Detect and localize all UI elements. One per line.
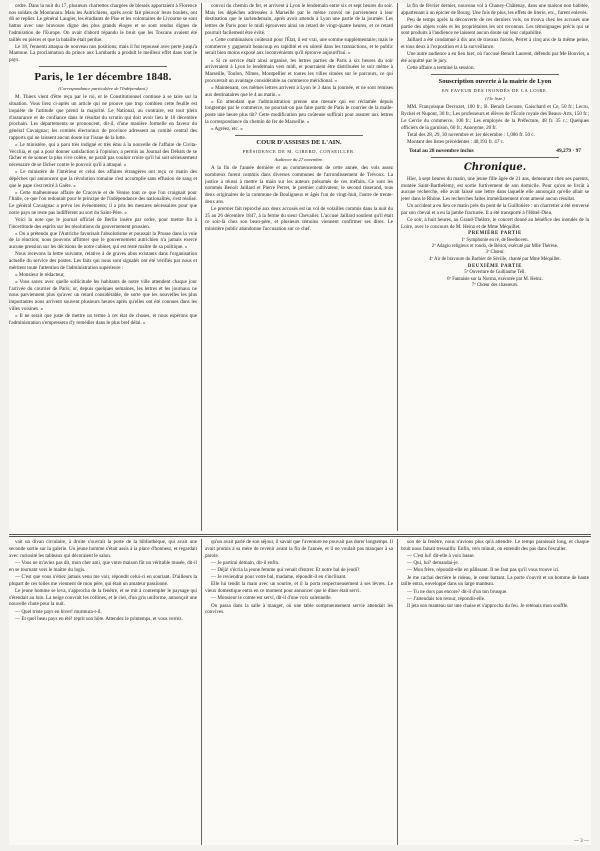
article-paragraph: Cette affaire a terminé la session. bbox=[407, 65, 475, 72]
court-heading: COUR D'ASSISES DE L'AIN. bbox=[256, 138, 342, 146]
chronique-paragraph: Hier, à sept heures du matin, une jeune fille âgée de 21 ans, demeurant chez ses parents, montée Saint-Barthélemy, est sortie furtivement de son domicile. Pour qu'on se livrât à aucune recherche, elle avait laissé une lettre dans laquelle elle annonçait qu'elle allait se jeter dans le Rhône. Les recherches faites immédiatement n'ont amené aucun résultat. bbox=[401, 175, 589, 203]
divider bbox=[235, 135, 363, 136]
article-paragraph: « Cette combinaison coûterait pour l'État, il est vrai, une somme supplémentaire; mais le commerce y gagnerait beaucoup en rapidité et en sûreté dans les transactions, et le public serait bien moins exposé aux inconvénients qu'il éprouve aujourd'hui. » bbox=[205, 36, 393, 57]
programme-item: 5º Ouverture de Guillaume Tell. bbox=[464, 270, 526, 276]
total-label: Total au 28 novembre inclus bbox=[409, 147, 474, 154]
article-paragraph: « Vous savez avec quelle sollicitude les habitants de notre ville attendent chaque jour l'arrivée du courrier de Paris; or, depuis quelques semaines, les lettres et les journaux ne nous parviennent plus qu'avec un retard considérable, de sorte que les nouvelles les plus importantes nous arrivent souvent plusieurs heures après qu'elles ont été connues dans les villes voisines. » bbox=[9, 278, 197, 312]
feuilleton-paragraph: vait un divan circulaire, à droite s'ouvrait la porte de la bibliothèque, qui avait une seconde sortie sur la galerie. Un jeune homme s'était assis à la place d'honneur, et regardait avec curiosité les tableaux qui décoraient le salon. bbox=[9, 539, 197, 559]
divider bbox=[39, 66, 167, 67]
article-paragraph: « Le ministère de l'intérieur et celui des affaires étrangères ont reçu ce matin des dépêches qui annoncent que la révolution romaine s'est accomplie sans effusion de sang et que le pape s'est retiré à Gaëte. » bbox=[9, 169, 197, 189]
article-paragraph: Jaillard a été condamné à dix ans de travaux forcés, Perret à cinq ans de la même peine, et tous deux à l'exposition et à la surveillance. bbox=[401, 37, 589, 51]
article-paragraph: Voici la note que le journal officiel de Berlin insère par ordre, pour mettre fin à l'incertitude des esprits sur les résolutions du gouvernement prussien. bbox=[9, 216, 197, 230]
subscription-heading: Souscription ouverte à la mairie de Lyon bbox=[438, 77, 552, 85]
subscription-subheading: EN FAVEUR DES INONDÉS DE LA LOIRE. bbox=[441, 88, 549, 94]
column-rule bbox=[201, 3, 202, 531]
total-value: 49,279 · 97 bbox=[556, 147, 581, 154]
feuilleton-paragraph: — Et quel beau pays en été! reprit son hôte. Attendez le printemps, et vous verrez. bbox=[15, 615, 183, 622]
feuilleton-paragraph: — Déjà! s'écria la jeune femme qui venait d'entrer. Et notre bal de jeudi? bbox=[211, 567, 360, 574]
feuilleton-column-3 bbox=[401, 539, 589, 845]
subscription-paragraph: Montant des listes précédentes : 48,193 fr. 47 c. bbox=[407, 138, 505, 145]
article-paragraph: la fin de février dernier, nouveau vol à Chaney-Châtenay, dans une maison non habitée, appartenant à un épicier de Bourg. Une fois de plus, les effets de literie, etc., furent enlevés. bbox=[401, 3, 589, 16]
column-1 bbox=[9, 3, 197, 531]
subscription-total bbox=[409, 148, 581, 155]
feuilleton-paragraph: — Vous ne m'aviez pas dit, mon cher ami, que votre maison fût un véritable musée, dit-il en se tournant vers le maître du logis. bbox=[9, 559, 197, 573]
article-paragraph: M. Thiers vient d'être reçu par le roi, et le Constitutionnel continue à se taire sur la situation. Vous lirez ci-après un article qui ne prouve que trop combien cette feuille est inquiète de l'attitude que prend la majorité. Le National, au contraire, est tout plein d'assurance et de confiance dans le résultat du scrutin qui doit avoir lieu le 10 décembre prochain. Les départements se prononcent, dit-il, d'une manière formelle en faveur du général Cavaignac; les comités électoraux de province adressent au comité central des rapports qui ne laissent aucun doute sur l'issue de la lutte. bbox=[9, 94, 197, 141]
column-3 bbox=[401, 3, 589, 531]
programme-item: 7º Chœur des chasseurs. bbox=[471, 283, 519, 289]
subscription-paragraph: MM. Françoisque Decrozet, 100 fr.; B. Benoît Lecoste, Gaischard et Ce, 50 fr.; Lecru, Ryckel et Nupont, 30 fr.; Les professeurs et élèves de l'École royale des Beaux-Arts, 150 fr.; Le Cercle du commerce, 100 fr.; Les employés de la Préfecture, 48 fr. 35 c.; Quelques officiers de la garnison, 60 fr.; Anonyme, 20 fr. bbox=[401, 104, 589, 131]
intro-paragraph: ordre. Dans la nuit du 17, plusieurs charrettes chargées de blessés apportaient à Florence nos soldats de Montanara. Mais les Autrichiens, après avoir fait pleuvoir leurs boulets, ont dû se replier. Le général Laugier, les étudiants de Pise et les volontaires de Livourne se sont battus avec une bravoure digne des plus grands éloges et se sont rendus dignes de l'admiration de l'Europe. On avait d'abord répandu le bruit que les Toscans avaient été taillés en pièces et que la bataille était perdue. bbox=[9, 3, 197, 43]
programme-item: 1º Symphonie en ré, de Beethoven. bbox=[461, 237, 529, 243]
feuilleton-paragraph: On passa dans la salle à manger, où une table somptueusement servie attendait les convives. bbox=[205, 602, 393, 616]
feuilleton-separator bbox=[9, 534, 591, 535]
divider bbox=[431, 157, 559, 158]
page-number: — 3 — bbox=[574, 839, 589, 844]
feuilleton-paragraph: Le jeune homme se leva, s'approcha de la fenêtre, et se mit à contempler le paysage qui s'étendait au loin. La neige couvrait les collines, et le ciel, d'un gris uniforme, annonçait une nouvelle chute pour la nuit. bbox=[9, 587, 197, 608]
article-paragraph: convoi du chemin de fer, et arrivent à Lyon le lendemain entre six et sept heures du soir. Mais les dépêches adressées à Marseille par le même convoi ne parviennent à leur destination que le surlendemain, après avoir attendu à Lyon une partie de la journée. Les lettres de Paris pour le midi éprouvent ainsi un retard de vingt-quatre heures, et ce retard pourrait facilement être évité. bbox=[205, 3, 393, 36]
dateline-subheading: (Correspondance particulière de l'Indépendant.) bbox=[58, 86, 148, 92]
programme-item: 3º Chœur. bbox=[485, 250, 505, 256]
feuilleton-paragraph: — Je reviendrai pour votre bal, madame, répondit-il en s'inclinant. bbox=[211, 574, 347, 581]
article-paragraph: « Cette malheureuse affaire de Cracovie et de Venise tout ce que l'on craignait pour l'Italie, ce que l'on redoutait pour le principe de l'indépendance des nationalités, s'est réalisé. Le général Cavaignac a prévu les événements; il a pris les mesures nécessaires pour que notre pays ne reste pas indifférent au sort du Saint-Père. » bbox=[9, 189, 197, 216]
court-date: Audience du 27 novembre. bbox=[274, 157, 324, 163]
feuilleton-paragraph: — Monsieur le comte est servi, dit-il d'une voix solennelle. bbox=[211, 595, 332, 602]
feuilleton-column-rule bbox=[201, 539, 202, 845]
feuilleton-paragraph: Elle lui tendit la main avec un sourire, et il la porta respectueusement à ses lèvres. Le vieux domestique entra en ce moment pour annoncer que le dîner était servi. bbox=[205, 581, 393, 595]
feuilleton-paragraph: Je me cachai derrière le rideau, le cœur battant. La porte s'ouvrit et un homme de haute taille entra, enveloppé dans un large manteau. bbox=[401, 574, 589, 588]
chronique-paragraph: Ce soir, à huit heures, au Grand-Théâtre, le concert donné au bénéfice des inondés de la Loire, avec le concours de M. Heinz et de Mme Méquillet. bbox=[401, 216, 589, 230]
feuilleton-separator bbox=[9, 536, 591, 537]
article-paragraph: « En attendant que l'administration prenne une mesure qui est réclamée depuis longtemps par le commerce, ne pourrait-on pas faire partir de Paris le courrier de la malle-poste une heure plus tôt? Cette modification peu coûteuse suffirait pour assurer aux lettres la correspondance du chemin de fer de Marseille. » bbox=[205, 98, 393, 125]
subscription-paragraph: Total des 28, 29, 30 novembre et 1er décembre : 1,086 fr. 50 c. bbox=[407, 131, 535, 138]
feuilleton-section bbox=[9, 539, 591, 845]
feuilleton-paragraph: qu'un avait parlé de son séjour, il savait que l'aventure ne pouvait pas durer longtemps. Il avait promis à sa mère de revenir avant la fin de l'année, et il ne voulait pas manquer à sa parole. bbox=[205, 539, 393, 559]
feuilleton-paragraph: — Tu ne dors pas encore? dit-il d'un ton brusque. bbox=[407, 588, 508, 595]
feuilleton-paragraph: — C'est que vous n'étiez jamais venu me voir, répondit celui-ci en souriant. D'ailleurs la plupart de ces toiles me viennent de mon père, qui était un amateur passionné. bbox=[9, 573, 197, 587]
newspaper-page bbox=[9, 3, 591, 845]
programme-item: 4º Air de bravoure du Barbier de Séville, chanté par Mme Méquillet. bbox=[429, 256, 561, 262]
column-2 bbox=[205, 3, 393, 531]
article-paragraph: « Agréez, etc. » bbox=[211, 125, 243, 132]
programme-item: 2º Adagio religieux et rondo, de Bériot, exécuté par Mlle Thérèse. bbox=[431, 244, 559, 250]
court-presidency: PRÉSIDENCE DE M. GIRERD, CONSEILLER. bbox=[242, 149, 356, 155]
dateline-heading: Paris, le 1er décembre 1848. bbox=[34, 70, 172, 83]
article-paragraph: « Si ce service était ainsi organisé, les lettres parties de Paris à six heures du soir arriveraient à Lyon le lendemain vers midi, et pourraient être distribuées le soir même à Marseille, Toulon, Nîmes, Montpellier et toutes les villes situées sur le parcours, ce qui procurerait un avantage considérable au commerce méridional. » bbox=[205, 57, 393, 84]
article-paragraph: « Monsieur le rédacteur, bbox=[15, 271, 65, 278]
article-paragraph: « Il ne serait que juste de mettre un terme à cet état de choses, et nous espérons que l'administration s'empressera d'y remédier dans le plus bref délai. » bbox=[9, 312, 197, 326]
divider bbox=[431, 74, 559, 75]
chronique-heading: Chronique. bbox=[463, 161, 527, 173]
feuilleton-column-2 bbox=[205, 539, 393, 845]
article-paragraph: « On a prétendu que l'Autriche favorisait l'absolutisme et poussait la Prusse dans la voie de la réaction; nous pouvons affirmer que le gouvernement autrichien n'a jamais exercé aucune pression sur les décisions de notre cabinet, qui est resté maître de sa politique. » bbox=[9, 230, 197, 251]
court-paragraph: A la fin de l'année dernière et au commencement de cette année, des vols assez nombreux furent commis dans diverses communes de l'arrondissement de Trévoux. La justice a réussi à mettre la main sur les auteurs présumés de ces méfaits. Ce sont les nommés Benoît Jaillard et Pierre Perret, le premier cultivateur, le second tisserand, tous deux originaires de la commune de Bouligneux et âgés l'un de vingt-huit, l'autre de trente-deux ans. bbox=[205, 165, 393, 205]
feuilleton-paragraph: son de la fenêtre, nous n'avions plus qu'à attendre. Le temps paraissait long, et chaque bruit nous faisait tressaillir. Enfin, vers minuit, on entendit des pas dans l'escalier. bbox=[401, 539, 589, 552]
feuilleton-paragraph: — Quel triste pays en hiver! murmura-t-il. bbox=[15, 608, 102, 615]
feuilleton-paragraph: — Qui, lui? demandai-je. bbox=[407, 560, 459, 567]
feuilleton-paragraph: Il jeta son manteau sur une chaise et s'approcha du feu. Je retenais mon souffle. bbox=[407, 603, 569, 610]
article-paragraph: « Le ministère, qui a paru très indigné et très ému à la nouvelle de l'affaire de Civita-Vecchia, et qui a pour donner satisfaction à l'opinion, a permis au Journal des Débats de se fâcher et de sonner la plus vive colère, ne paraît pas vouloir croire qu'il lui soit sérieusement nécessaire de se fâcher contre le pouvoir qu'il a attaqué. » bbox=[9, 141, 197, 169]
chronique-paragraph: Un accident a eu lieu ce matin près du pont de la Guillotière : un charretier a été renversé par son cheval et a eu la jambe fracturée. Il a été transporté à l'Hôtel-Dieu. bbox=[401, 203, 589, 216]
court-paragraph: Le premier fait reproché aux deux accusés est un vol de volailles commis dans la nuit du 25 au 26 décembre 1847, à la ferme du sieur Chevalier. L'accusé Jaillard soutient qu'il était ce soir-là chez son beau-père, et plusieurs témoins viennent confirmer ses dires. Le ministère public abandonne l'accusation sur ce chef. bbox=[205, 206, 393, 233]
article-paragraph: Nous recevons la lettre suivante, relative à de graves abus existants dans l'organisation actuelle du service des postes. Les faits qui nous sont signalés ont été vérifiés par nous et méritent toute l'attention de l'administration supérieure : bbox=[9, 251, 197, 271]
programme-part-title: DEUXIÈME PARTIE bbox=[467, 264, 523, 270]
feuilleton-column-rule bbox=[397, 539, 398, 845]
programme-item: 6º Fantaisie sur la Norma, exécutée par M. Heinz. bbox=[447, 276, 543, 282]
feuilleton-column-1 bbox=[9, 539, 197, 845]
feuilleton-paragraph: — Je partirai demain, dit-il enfin. bbox=[211, 559, 280, 566]
article-paragraph: Peu de temps après la découverte de ces derniers vols, on trouva chez les accusés une partie des objets volés et les propriétaires les ont reconnus. Les témoignages précis qui se sont produits à l'audience ne laissent aucun doute sur leur culpabilité. bbox=[401, 16, 589, 37]
feuilleton-paragraph: — C'est lui! dit-elle à voix basse. bbox=[407, 553, 475, 560]
article-paragraph: Une autre audience a eu lieu hier, où l'accusé Benoît Laurent, défendu par Me Bouvier, a été acquitté par le jury. bbox=[401, 51, 589, 64]
column-rule bbox=[397, 3, 398, 531]
intro-paragraph: Le 18, l'ennemi attaqua de nouveau nos positions; mais il fut repoussé avec perte jusqu'à Mantoue. La proclamation du prince aux Lombards a produit le meilleur effet dans tout le pays. bbox=[9, 43, 197, 64]
feuilleton-paragraph: — J'attendais ton retour, répondit-elle. bbox=[407, 595, 486, 602]
article-paragraph: « Maintenant, ces mêmes lettres arrivent à Lyon le 3 dans la journée, et ne sont remises aux destinataires que le 4 au matin. » bbox=[205, 84, 393, 98]
programme-part-title: PREMIÈRE PARTIE bbox=[468, 231, 522, 237]
subscription-list-number: (13e liste.) bbox=[485, 96, 505, 102]
feuilleton-paragraph: — Mon frère, répondit-elle en pâlissant. Il ne faut pas qu'il vous trouve ici. bbox=[407, 567, 560, 574]
